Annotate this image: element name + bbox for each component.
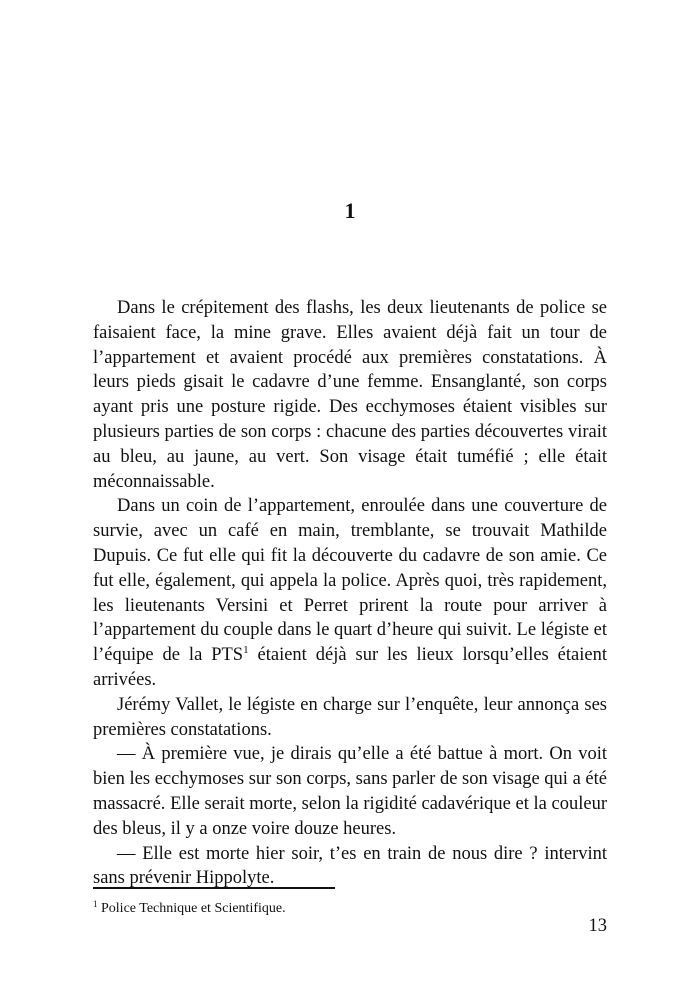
page-number: 13 xyxy=(588,916,607,936)
body-text xyxy=(93,296,607,891)
paragraph-1: Dans le crépitement des flashs, les deux lieutenants de police se faisaient face, la mine grave. Elles avaient déjà fait un tour de l’appartement et avaient procédé aux premières constatations. À leurs pieds gisait le cadavre d’une femme. Ensanglanté, son corps ayant pris une posture rigide. Des ecchymoses étaient visibles sur plusieurs parties de son corps : chacune des parties découvertes virait au bleu, au jaune, au vert. Son visage était tuméfié ; elle était méconnaissable. xyxy=(93,298,607,492)
footnote-marker: 1 xyxy=(93,899,98,909)
footnote xyxy=(93,900,607,918)
paragraph-3: Jérémy Vallet, le légiste en charge sur l’enquête, leur annonça ses premières constatations. xyxy=(93,694,607,740)
paragraph-2 xyxy=(93,494,607,692)
footnote-reference: 1 xyxy=(243,644,249,657)
paragraph-2-text-continued: étaient déjà sur les lieux lorsqu’elles étaient arrivées. xyxy=(93,645,607,690)
footnote-divider xyxy=(93,887,335,889)
footnote-text: Police Technique et Scientifique. xyxy=(97,901,286,916)
paragraph-4: — À première vue, je dirais qu’elle a été battue à mort. On voit bien les ecchymoses sur son corps, sans parler de son visage qui a été massacré. Elle serait morte, selon la rigidité cadavérique et la couleur des bleus, il y a onze voire douze heures. xyxy=(93,744,607,839)
paragraph-2-text: Dans un coin de l’appartement, enroulée dans une couverture de survie, avec un café en main, tremblante, se trouvait Mathilde Dupuis. Ce fut elle qui fit la découverte du cadavre de son amie. Ce fut elle, également, qui appela la police. Après quoi, très rapidement, les lieutenants Versini et Perret prirent la route pour arriver à l’appartement du couple dans le quart d’heure qui suivit. Le légiste et l’équipe de la PTS xyxy=(93,496,607,666)
chapter-number: 1 xyxy=(344,198,356,223)
paragraph-5: — Elle est morte hier soir, t’es en train de nous dire ? intervint sans prévenir Hippolyte. xyxy=(93,843,607,889)
